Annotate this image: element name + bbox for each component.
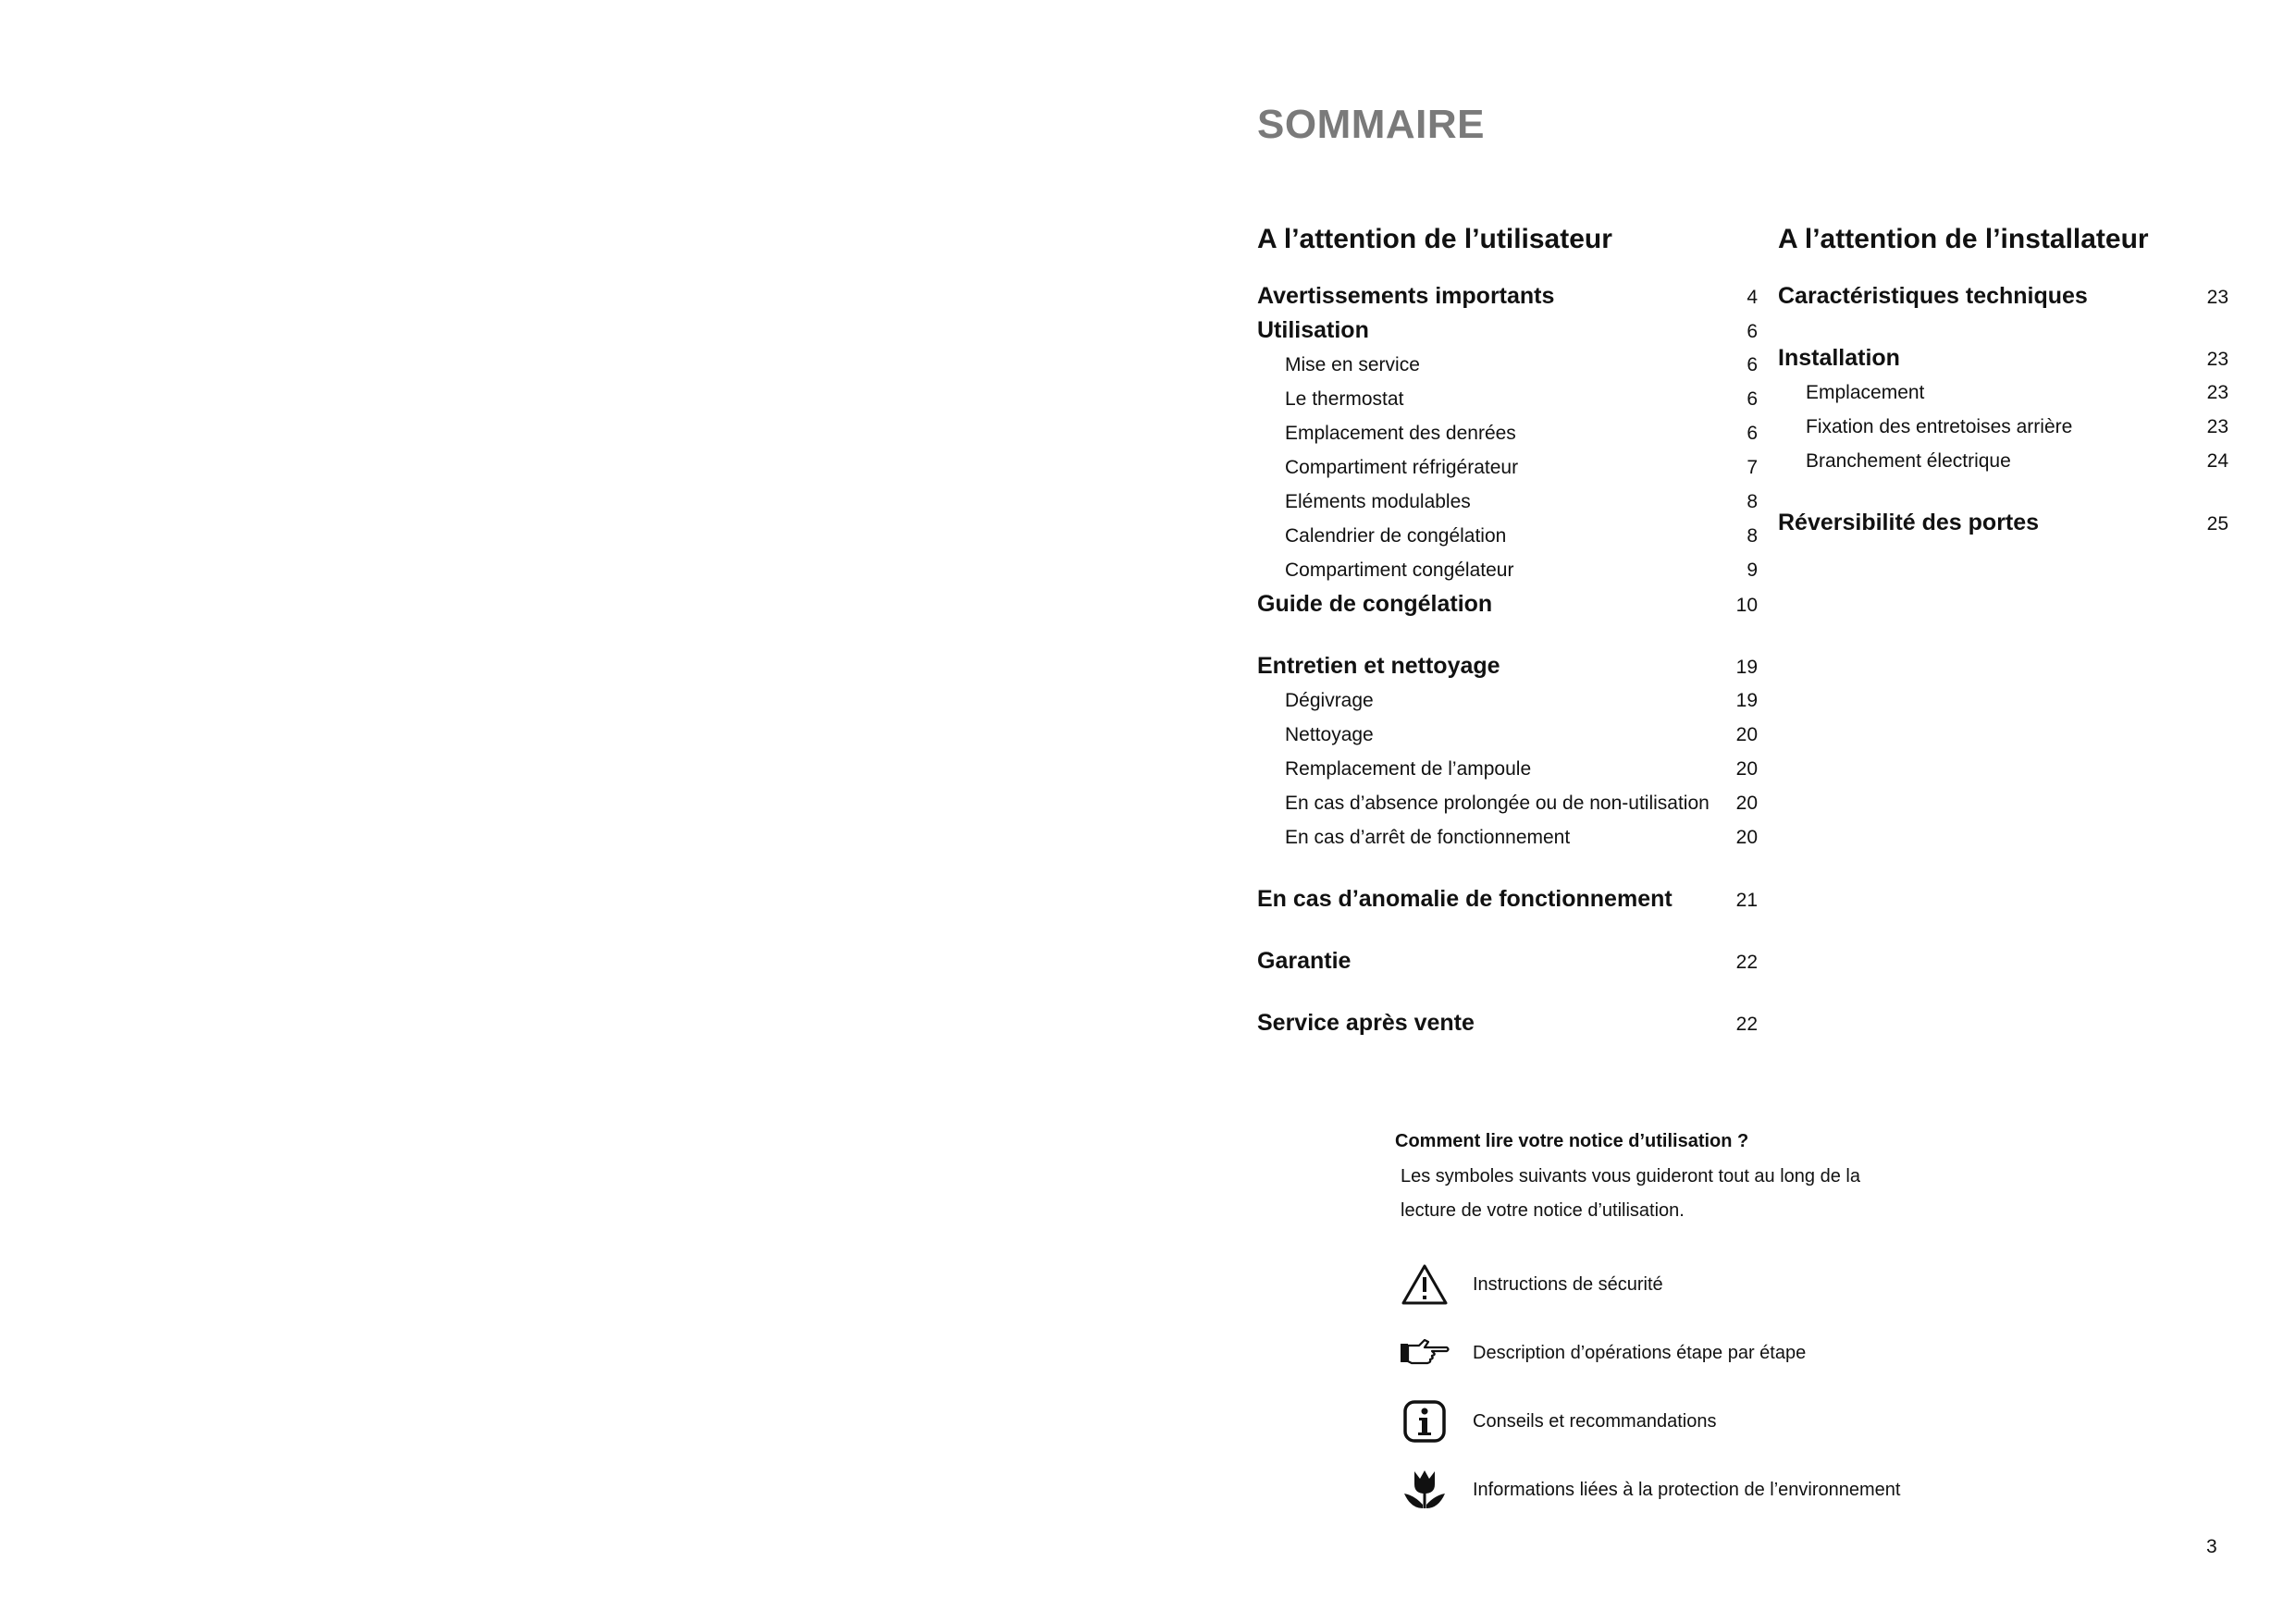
toc-entry-label: Compartiment congélateur [1285,559,1514,581]
toc-entry-label: En cas d’anomalie de fonctionnement [1257,886,1673,912]
toc-entry [1778,279,2228,314]
toc-entry-label: Emplacement des denrées [1285,423,1516,444]
toc-entry-page: 24 [2206,450,2228,472]
toc-entry-page: 6 [1747,354,1758,375]
toc-entry [1257,683,1758,718]
toc-entry-page: 20 [1735,758,1758,780]
tulip-environment-icon [1395,1460,1454,1519]
toc-entry-label: En cas d’absence prolongée ou de non-utilisation [1285,793,1710,814]
toc-entry [1257,944,1758,978]
toc-entry [1257,382,1758,416]
toc-entry [1257,820,1758,855]
legend-label: Instructions de sécurité [1473,1273,1663,1295]
toc-entry-label: Avertissements importants [1257,283,1555,309]
toc-entry-page: 23 [2206,382,2228,403]
toc-entry-label: En cas d’arrêt de fonctionnement [1285,827,1571,848]
toc-entry-label: Calendrier de congélation [1285,525,1507,547]
toc-entry [1257,348,1758,382]
legend-item [1395,1250,2043,1319]
legend-title: Comment lire votre notice d’utilisation ? [1395,1131,1749,1151]
toc-entry [1257,718,1758,752]
toc-entry [1257,416,1758,450]
toc-entry-page: 4 [1747,287,1758,308]
toc-entry-page: 19 [1735,657,1758,678]
symbol-legend [1395,1126,2043,1524]
toc-entry [1778,410,2228,444]
toc-entry [1257,882,1758,916]
toc-entry-label: Compartiment réfrigérateur [1285,457,1519,478]
info-icon [1395,1392,1454,1451]
pointing-hand-icon [1395,1323,1454,1383]
toc-entry-page: 6 [1747,321,1758,342]
toc-entry-page: 9 [1747,559,1758,581]
toc-entry-page: 19 [1735,690,1758,711]
installer-toc-column [1778,216,2228,540]
toc-entry [1257,1006,1758,1040]
toc-entry-page: 20 [1735,827,1758,848]
toc-entry-label: Emplacement [1806,382,1925,403]
toc-entry [1257,314,1758,348]
toc-entry [1778,506,2228,540]
page-number: 3 [2206,1536,2217,1557]
installer-toc-heading: A l’attention de l’installateur [1778,224,2149,254]
toc-entry [1257,279,1758,314]
legend-items [1395,1250,2043,1524]
toc-entry-label: Caractéristiques techniques [1778,283,2088,309]
page-title: SOMMAIRE [1257,102,1485,147]
toc-entry [1257,587,1758,621]
toc-entry [1778,444,2228,478]
toc-entry [1257,553,1758,587]
user-toc-heading: A l’attention de l’utilisateur [1257,224,1612,254]
toc-entry-page: 23 [2206,349,2228,370]
legend-label: Description d’opérations étape par étape [1473,1342,1807,1363]
warning-triangle-icon [1395,1255,1454,1314]
toc-entry [1257,649,1758,683]
toc-entry-label: Réversibilité des portes [1778,510,2040,535]
toc-entry [1257,519,1758,553]
toc-entry [1778,341,2228,375]
toc-entry-page: 23 [2206,287,2228,308]
installer-toc-list [1778,279,2228,540]
toc-entry-page: 8 [1747,525,1758,547]
toc-entry [1257,450,1758,485]
toc-entry-label: Dégivrage [1285,690,1374,711]
toc-entry [1257,485,1758,519]
toc-entry-label: Nettoyage [1285,724,1374,745]
legend-item [1395,1387,2043,1456]
toc-entry-label: Service après vente [1257,1010,1475,1036]
toc-entry-page: 10 [1735,595,1758,616]
toc-entry-page: 21 [1735,890,1758,911]
toc-entry [1257,752,1758,786]
toc-entry-page: 6 [1747,388,1758,410]
toc-entry-label: Guide de congélation [1257,591,1493,617]
legend-intro: Les symboles suivants vous guideront tout au long de la lecture de votre notice d’utilisation. [1401,1166,1860,1221]
toc-entry-label: Le thermostat [1285,388,1404,410]
toc-entry-label: Remplacement de l’ampoule [1285,758,1532,780]
toc-entry-label: Entretien et nettoyage [1257,653,1500,679]
toc-entry-page: 20 [1735,724,1758,745]
toc-entry-page: 23 [2206,416,2228,437]
toc-entry-page: 22 [1735,952,1758,973]
toc-entry [1778,375,2228,410]
toc-entry-page: 8 [1747,491,1758,512]
toc-entry-label: Branchement électrique [1806,450,2011,472]
legend-label: Conseils et recommandations [1473,1410,1717,1432]
toc-entry-label: Garantie [1257,948,1352,974]
toc-entry-label: Utilisation [1257,317,1369,343]
toc-entry-page: 6 [1747,423,1758,444]
toc-entry-page: 22 [1735,1014,1758,1035]
legend-label: Informations liées à la protection de l’environnement [1473,1479,1901,1500]
toc-entry [1257,786,1758,820]
user-toc-list [1257,279,1758,1040]
toc-entry-page: 7 [1747,457,1758,478]
toc-entry-label: Fixation des entretoises arrière [1806,416,2073,437]
user-toc-column [1257,216,1758,1040]
legend-item [1395,1319,2043,1387]
toc-entry-label: Mise en service [1285,354,1420,375]
toc-entry-page: 20 [1735,793,1758,814]
toc-entry-label: Installation [1778,345,1900,371]
toc-entry-page: 25 [2206,513,2228,535]
toc-entry-label: Eléments modulables [1285,491,1471,512]
legend-item [1395,1456,2043,1524]
